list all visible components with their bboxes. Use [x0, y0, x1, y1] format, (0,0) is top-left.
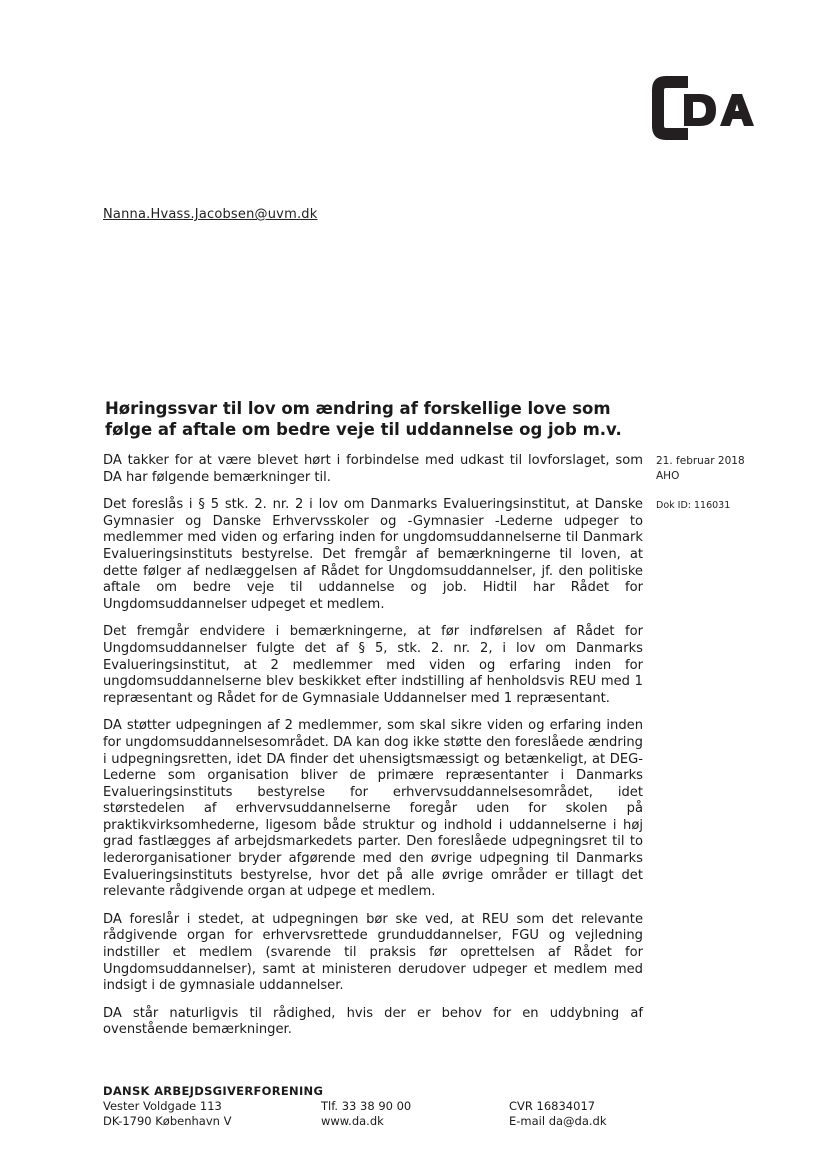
footer-phone: Tlf. 33 38 90 00: [321, 1099, 412, 1113]
document-date: 21. februar 2018: [656, 455, 745, 467]
paragraph: DA støtter udpegningen af 2 medlemmer, som skal sikre viden og erfaring inden for ungdomsuddannelsesområdet. DA kan dog ikke støtte den foreslåede ændring i udpegningsretten, idet DA finder det uhensigtsmæssigt og betænkeligt, at DEG-Lederne som organisation bliver de primære repræsentanter i Danmarks Evalueringsinstituts bestyrelse for erhvervsuddannelsesområdet, idet størstedelen af erhvervsuddannelserne foregår uden for skolen på praktikvirksomhederne, ligesom både struktur og indhold i uddannelserne i høj grad fastlægges af arbejdsmarkedets parter. Den foreslåede udpegningsret til to lederorganisationer bryder afgørende med den øvrige udpegning til Danmarks Evalueringsinstituts bestyrelse, hvor det på alle øvrige områder er tillagt det relevante rådgivende organ at udpege et medlem.: [103, 718, 643, 900]
footer-registration: [509, 1099, 607, 1129]
document-meta: [656, 454, 776, 513]
footer-contact: [321, 1099, 411, 1129]
paragraph: DA foreslår i stedet, at udpegningen bør ske ved, at REU som det relevante rådgivende organ for erhvervsrettede grunduddannelser, FGU og vejledning indstiller et medlem (svarende til praksis før oprettelsen af Rådet for Ungdomsuddannelser), samt at ministeren derudover udpeger et medlem med indsigt i de gymnasiale uddannelser.: [103, 911, 643, 994]
letter-body: [103, 453, 643, 1050]
footer-cvr: CVR 16834017: [509, 1099, 596, 1113]
footer: [103, 1084, 663, 1128]
document-id: Dok ID: 116031: [656, 500, 731, 511]
footer-email[interactable]: E-mail da@da.dk: [509, 1114, 607, 1128]
paragraph: DA står naturligvis til rådighed, hvis der er behov for en uddybning af ovenstående bemærkninger.: [103, 1005, 643, 1038]
footer-organization: DANSK ARBEJDSGIVERFORENING: [103, 1084, 324, 1098]
footer-website[interactable]: www.da.dk: [321, 1114, 384, 1128]
paragraph: Det fremgår endvidere i bemærkningerne, at før indførelsen af Rådet for Ungdomsuddannelser fulgte det af § 5, stk. 2. nr. 2, i lov om Danmarks Evalueringsinstitut, at 2 medlemmer med viden og erfaring inden for ungdomsuddannelserne blev beskikket efter indstilling af henholdsvis REU med 1 repræsentant og Rådet for de Gymnasiale Uddannelser med 1 repræsentant.: [103, 624, 643, 706]
recipient-email[interactable]: Nanna.Hvass.Jacobsen@uvm.dk: [103, 207, 318, 222]
da-logo: [648, 76, 758, 140]
document-title: Høringssvar til lov om ændring af forskellige love som følge af aftale om bedre veje til uddannelse og job m.v.: [105, 399, 622, 439]
footer-address: [103, 1099, 231, 1129]
footer-address-line: DK-1790 København V: [103, 1114, 232, 1128]
footer-address-line: Vester Voldgade 113: [103, 1099, 222, 1113]
paragraph: Det foreslås i § 5 stk. 2. nr. 2 i lov om Danmarks Evalueringsinstitut, at Danske Gymnasier og Danske Erhvervsskoler og -Gymnasier -Lederne udpeger to medlemmer med viden og erfaring inden for ungdomsuddannelserne til Danmark Evalueringsinstituts bestyrelse. Det fremgår af bemærkningerne til loven, at dette følger af nedlæggelsen af Rådet for Ungdomsuddannelser, jf. den politiske aftale om bedre veje til uddannelse og job. Hidtil har Rådet for Ungdomsuddannelser udpeget et medlem.: [103, 497, 643, 612]
paragraph: DA takker for at være blevet hørt i forbindelse med udkast til lovforslaget, som DA har følgende bemærkninger til.: [103, 453, 643, 485]
author-initials: AHO: [656, 470, 680, 482]
